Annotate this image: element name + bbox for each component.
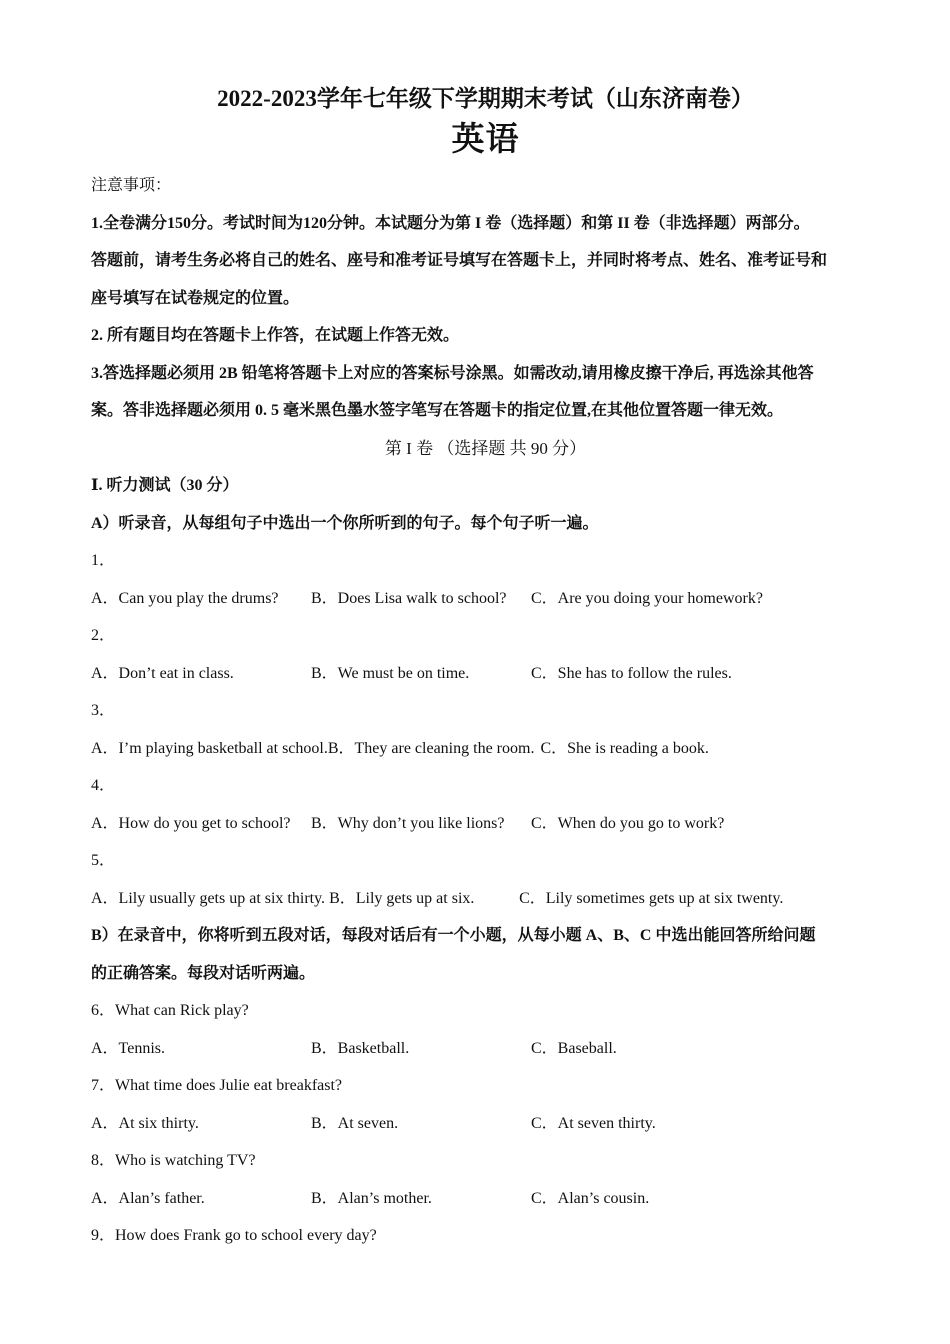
partA-instruction: A）听录音，从每组句子中选出一个你所听到的句子。每个句子听一遍。 bbox=[91, 514, 599, 532]
question-number: 3． bbox=[91, 702, 116, 719]
exam-title: 2022-2023学年七年级下学期期末考试（山东济南卷） bbox=[217, 86, 754, 111]
part1-heading: Ⅰ. 听力测试（30 分） bbox=[91, 477, 239, 494]
partB-instruction-1: B）在录音中，你将听到五段对话，每段对话后有一个小题，从每小题 A、B、C 中选出能回答所给问题 bbox=[91, 927, 816, 944]
option-b[interactable]: B．Lily gets up at six. bbox=[329, 889, 475, 907]
options-row bbox=[91, 580, 880, 618]
option-b[interactable]: B．Why don’t you like lions? bbox=[311, 814, 505, 832]
option-c[interactable]: C．Are you doing your homework? bbox=[531, 589, 763, 607]
option-b[interactable]: B．We must be on time. bbox=[311, 664, 470, 682]
option-b[interactable]: B．Does Lisa walk to school? bbox=[311, 589, 507, 607]
option-a[interactable]: A．Don’t eat in class. bbox=[91, 664, 234, 682]
option-a[interactable]: A．How do you get to school? bbox=[91, 814, 291, 832]
options-row bbox=[91, 880, 880, 918]
options-row bbox=[91, 805, 880, 843]
notice-line-6: 案。答非选择题必须用 0. 5 毫米黑色墨水签字笔写在答题卡的指定位置,在其他位置答题一律无效。 bbox=[91, 402, 784, 419]
option-a[interactable]: A．At six thirty. bbox=[91, 1114, 199, 1132]
question-text: 6．What can Rick play? bbox=[91, 1002, 249, 1019]
options-row bbox=[91, 1105, 880, 1143]
option-c[interactable]: C．She has to follow the rules. bbox=[531, 664, 732, 682]
option-c[interactable]: C．Baseball. bbox=[531, 1039, 617, 1057]
question-number: 5． bbox=[91, 852, 116, 869]
option-a[interactable]: A．I’m playing basketball at school. bbox=[91, 739, 328, 757]
option-b[interactable]: B．At seven. bbox=[311, 1114, 399, 1132]
option-a[interactable]: A．Lily usually gets up at six thirty. bbox=[91, 889, 326, 907]
option-a[interactable]: A．Can you play the drums? bbox=[91, 589, 279, 607]
option-b[interactable]: B．They are cleaning the room. bbox=[327, 739, 535, 757]
options-row bbox=[91, 730, 880, 768]
option-b[interactable]: B．Alan’s mother. bbox=[311, 1189, 432, 1207]
notice-line-5: 3.答选择题必须用 2B 铅笔将答题卡上对应的答案标号涂黑。如需改动,请用橡皮擦干净后, 再选涂其他答 bbox=[91, 364, 814, 382]
option-c[interactable]: C．Lily sometimes gets up at six twenty. bbox=[519, 889, 784, 907]
option-a[interactable]: A．Alan’s father. bbox=[91, 1189, 205, 1207]
option-c[interactable]: C．When do you go to work? bbox=[531, 814, 725, 832]
options-row bbox=[91, 1180, 880, 1218]
notice-line-4: 2. 所有题目均在答题卡上作答，在试题上作答无效。 bbox=[91, 327, 460, 344]
option-c[interactable]: C．Alan’s cousin. bbox=[531, 1189, 650, 1207]
option-c[interactable]: C．At seven thirty. bbox=[531, 1114, 656, 1132]
notice-line-3: 座号填写在试卷规定的位置。 bbox=[91, 289, 300, 307]
partB-instruction-2: 的正确答案。每段对话听两遍。 bbox=[91, 964, 316, 982]
option-c[interactable]: C．She is reading a book. bbox=[540, 739, 709, 757]
subject-title: 英语 bbox=[451, 122, 520, 158]
option-b[interactable]: B．Basketball. bbox=[311, 1039, 410, 1057]
options-row bbox=[91, 1030, 880, 1068]
question-number: 4． bbox=[91, 777, 116, 794]
question-text: 8．Who is watching TV? bbox=[91, 1152, 256, 1169]
options-row bbox=[91, 655, 880, 693]
section-heading: 第 I 卷 （选择题 共 90 分） bbox=[384, 438, 587, 458]
question-text: 9．How does Frank go to school every day? bbox=[91, 1227, 377, 1244]
option-a[interactable]: A．Tennis. bbox=[91, 1039, 165, 1057]
notice-heading: 注意事项： bbox=[91, 177, 172, 194]
question-number: 1． bbox=[91, 552, 116, 569]
notice-line-1: 1.全卷满分150分。考试时间为120分钟。本试题分为第 I 卷（选择题）和第 II 卷（非选择题）两部分。 bbox=[91, 214, 810, 232]
question-text: 7．What time does Julie eat breakfast? bbox=[91, 1077, 343, 1094]
question-number: 2． bbox=[91, 627, 116, 644]
notice-line-2: 答题前，请考生务必将自己的姓名、座号和准考证号填写在答题卡上，并同时将考点、姓名、准考证号和 bbox=[91, 252, 828, 269]
